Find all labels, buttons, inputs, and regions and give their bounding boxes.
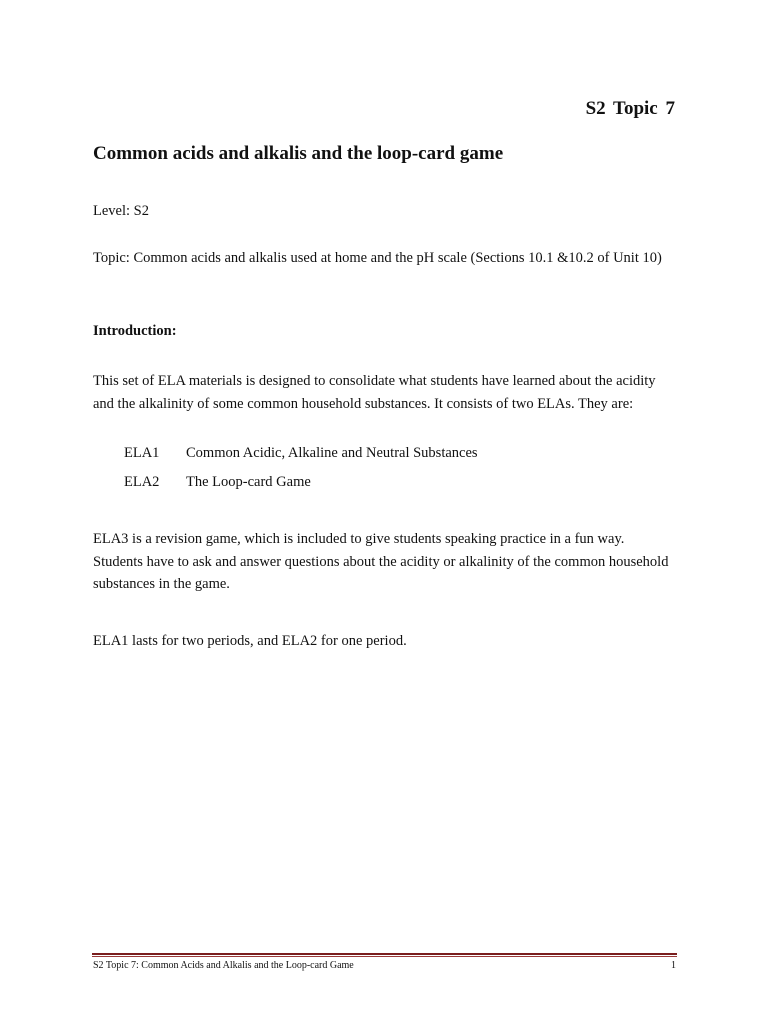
ela-name: Common Acidic, Alkaline and Neutral Substances: [186, 445, 478, 461]
page-number: 1: [671, 960, 676, 971]
document-title: Common acids and alkalis and the loop-card game: [93, 143, 504, 164]
ela-list-item: [124, 442, 478, 465]
ela-code: ELA1: [124, 445, 160, 461]
topic-line: Topic: Common acids and alkalis used at home and the pH scale (Sections 10.1 &10.2 of Unit 10): [93, 250, 662, 266]
ela-list-item: [124, 471, 311, 494]
footer-title: S2 Topic 7: Common Acids and Alkalis and the Loop-card Game: [93, 960, 354, 971]
topic-label: S2 Topic 7: [585, 98, 675, 119]
duration-text: ELA1 lasts for two periods, and ELA2 for one period.: [93, 633, 407, 649]
ela-name: The Loop-card Game: [186, 474, 311, 490]
introduction-text: This set of ELA materials is designed to consolidate what students have learned about the acidity and the alkalinity of some common household substances. It consists of two ELAs. They are:: [93, 373, 656, 412]
footer-divider-thin: [92, 956, 677, 957]
ela-code: ELA2: [124, 474, 160, 490]
revision-game-text: ELA3 is a revision game, which is included to give students speaking practice in a fun way. Students have to ask and answer questions about the acidity or alkalinity of the common household substances in the game.: [93, 531, 669, 592]
introduction-heading: Introduction:: [93, 323, 177, 339]
level-line: Level: S2: [93, 203, 149, 219]
footer-divider: [92, 953, 677, 955]
